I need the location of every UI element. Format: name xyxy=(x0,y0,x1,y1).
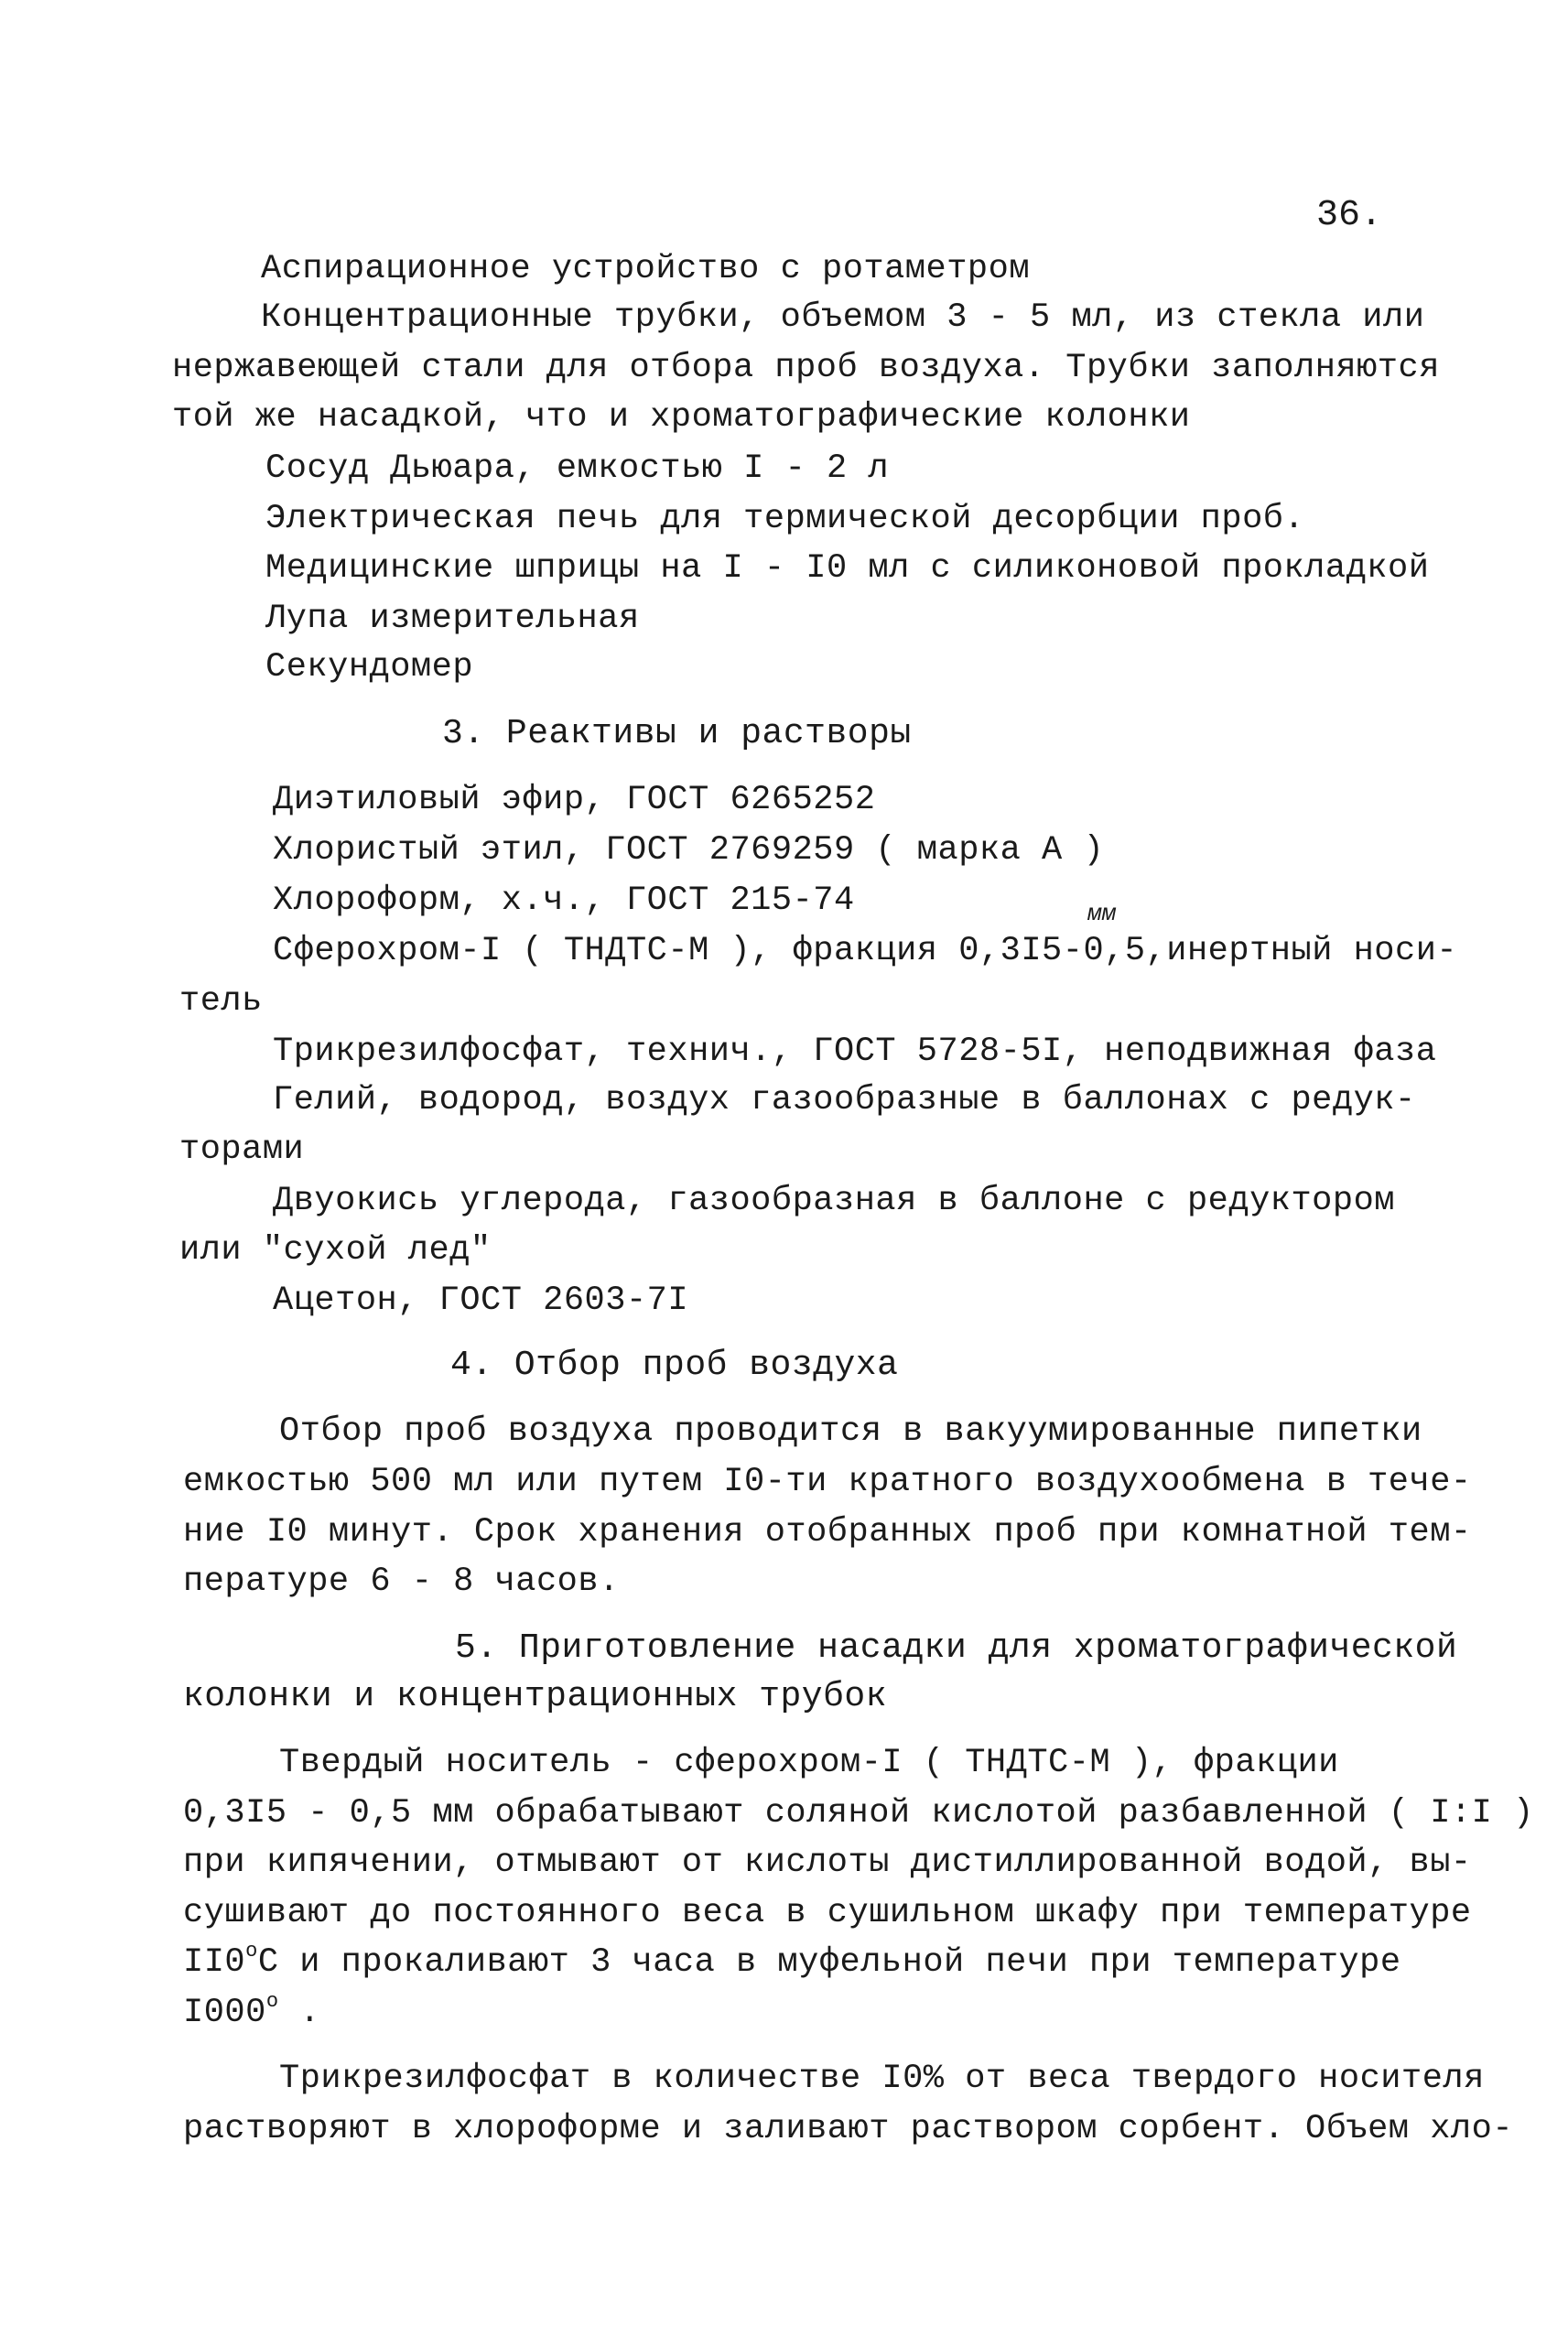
text-line: нержавеющей стали для отбора проб воздуха. Трубки заполняются xyxy=(172,349,1440,387)
text-line: Твердый носитель - сферохром-I ( ТНДТС-М ), фракции xyxy=(279,1744,1339,1782)
text-line: тель xyxy=(179,982,263,1021)
text-line xyxy=(183,1941,1401,1984)
text-line: Секундомер xyxy=(265,648,474,687)
text-line xyxy=(183,1991,320,2035)
text-line: Трикрезилфосфат в количестве I0% от веса твердого носителя xyxy=(279,2060,1485,2098)
text-line: торами xyxy=(179,1130,305,1169)
handwritten-insertion: мм xyxy=(1087,900,1117,927)
degree-superscript: o xyxy=(265,1990,279,2013)
text-line: 0,3I5 - 0,5 мм обрабатывают соляной кислотой разбавленной ( I:I ) xyxy=(183,1794,1534,1833)
text-fragment: II0 xyxy=(183,1943,246,1982)
text-fragment: инертный носи- xyxy=(1166,932,1458,970)
section-heading: 3. Реактивы и растворы xyxy=(442,714,912,753)
section-heading: колонки и концентрационных трубок xyxy=(183,1677,888,1716)
page-number: 36. xyxy=(1316,195,1383,236)
text-fragment: I000 xyxy=(183,1994,266,2032)
text-line: Хлористый этил, ГОСТ 2769259 ( марка А ) xyxy=(273,831,1105,870)
text-line: Двуокись углерода, газообразная в баллоне с редуктором xyxy=(273,1182,1395,1220)
text-line: Аспирационное устройство с ротаметром xyxy=(261,250,1031,288)
text-line: сушивают до постоянного веса в сушильном шкафу при температуре xyxy=(183,1894,1472,1932)
text-line xyxy=(273,929,1457,973)
text-line: или "сухой лед" xyxy=(179,1231,492,1270)
text-fragment: . xyxy=(278,1994,320,2032)
text-line: Отбор проб воздуха проводится в вакуумированные пипетки xyxy=(279,1412,1422,1451)
degree-superscript: o xyxy=(245,1940,258,1963)
text-line: Лупа измерительная xyxy=(265,600,640,638)
text-line: Медицинские шприцы на I - I0 мл с силиконовой прокладкой xyxy=(265,549,1430,588)
text-line: пературе 6 - 8 часов. xyxy=(183,1563,620,1601)
text-line: Сосуд Дьюара, емкостью I - 2 л xyxy=(265,449,890,488)
text-line: Трикрезилфосфат, технич., ГОСТ 5728-5I, неподвижная фаза xyxy=(273,1033,1437,1071)
section-heading: 5. Приготовление насадки для хроматографической xyxy=(455,1628,1458,1668)
text-fragment: С и прокаливают 3 часа в муфельной печи при температуре xyxy=(257,1943,1401,1982)
section-heading: 4. Отбор проб воздуха xyxy=(450,1346,899,1385)
text-fragment: Сферохром-I ( ТНДТС-М ), фракция 0,3I5-0,5, xyxy=(273,932,1167,970)
text-line: при кипячении, отмывают от кислоты дистиллированной водой, вы- xyxy=(183,1844,1472,1882)
text-line: Концентрационные трубки, объемом 3 - 5 мл, из стекла или xyxy=(261,298,1425,337)
text-line: Электрическая печь для термической десорбции проб. xyxy=(265,500,1305,538)
text-line: растворяют в хлороформе и заливают раствором сорбент. Объем хло- xyxy=(183,2110,1514,2148)
text-line: ние I0 минут. Срок хранения отобранных проб при комнатной тем- xyxy=(183,1513,1472,1552)
text-line: Диэтиловый эфир, ГОСТ 6265252 xyxy=(273,781,876,819)
text-line: Гелий, водород, воздух газообразные в баллонах с редук- xyxy=(273,1081,1416,1119)
text-line: Ацетон, ГОСТ 2603-7I xyxy=(273,1281,689,1320)
text-line: емкостью 500 мл или путем I0-ти кратного воздухообмена в тече- xyxy=(183,1463,1472,1501)
text-line: Хлороформ, х.ч., ГОСТ 215-74 xyxy=(273,881,855,920)
text-line: той же насадкой, что и хроматографические колонки xyxy=(172,398,1191,437)
